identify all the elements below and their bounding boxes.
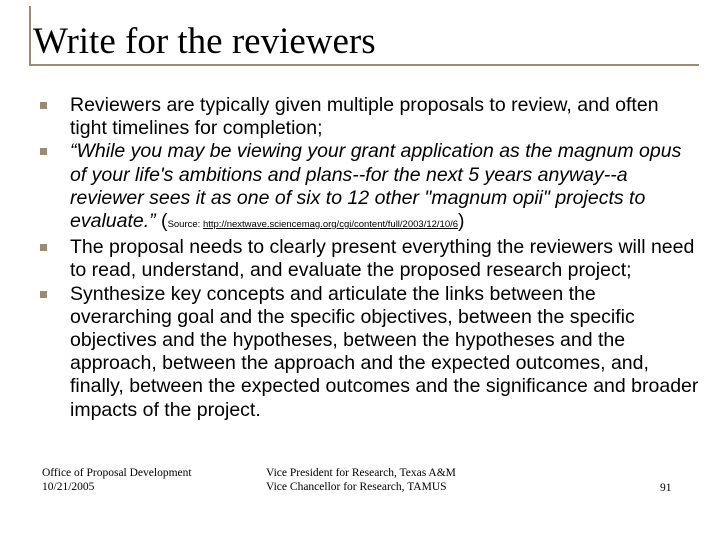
footer-office-name: Office of Proposal Development bbox=[42, 467, 192, 479]
footer-affiliation bbox=[266, 466, 456, 494]
source-label: Source: bbox=[167, 219, 203, 231]
footer-office bbox=[42, 466, 192, 494]
source-close-paren: ) bbox=[458, 210, 465, 233]
bullet-square-icon bbox=[40, 102, 47, 109]
source-link[interactable]: http://nextwave.sciencemag.org/cgi/content/full/2003/12/10/6 bbox=[202, 219, 459, 231]
footer-vp-line: Vice President for Research, Texas A&M bbox=[266, 467, 456, 479]
bullet-item bbox=[40, 140, 700, 236]
footer-date: 10/21/2005 bbox=[42, 481, 95, 493]
bullet-text: Synthesize key concepts and articulate the links between the overarching goal and the specific objectives, between the specific objectives and the hypotheses, between the hypotheses and the approach, between the approach and the expected outcomes, and, finally, between the expected outcomes and the significance and broader impacts of the project. bbox=[70, 282, 699, 421]
source-open-paren: ( bbox=[155, 210, 168, 233]
bullet-quote: “While you may be viewing your grant application as the magnum opus of your life's ambitions and plans--for the next 5 years anyway--a reviewer sees it as one of six to 12 other "magnum opii" projects to evaluate.” bbox=[70, 140, 682, 233]
slide-title: Write for the reviewers bbox=[33, 21, 376, 62]
bullet-list bbox=[40, 94, 700, 422]
bullet-square-icon bbox=[40, 291, 47, 298]
bullet-text: The proposal needs to clearly present everything the reviewers will need to read, understand, and evaluate the proposed research project; bbox=[70, 236, 695, 282]
bullet-item bbox=[40, 94, 700, 140]
bullet-item bbox=[40, 283, 700, 422]
bullet-square-icon bbox=[40, 244, 47, 251]
bullet-square-icon bbox=[40, 148, 47, 155]
page-number: 91 bbox=[660, 482, 672, 494]
title-left-rule bbox=[29, 6, 31, 66]
title-underline bbox=[29, 64, 699, 66]
bullet-item bbox=[40, 236, 700, 282]
footer-vc-line: Vice Chancellor for Research, TAMUS bbox=[266, 481, 447, 493]
bullet-text: Reviewers are typically given multiple proposals to review, and often tight timelines for completion; bbox=[70, 94, 659, 140]
